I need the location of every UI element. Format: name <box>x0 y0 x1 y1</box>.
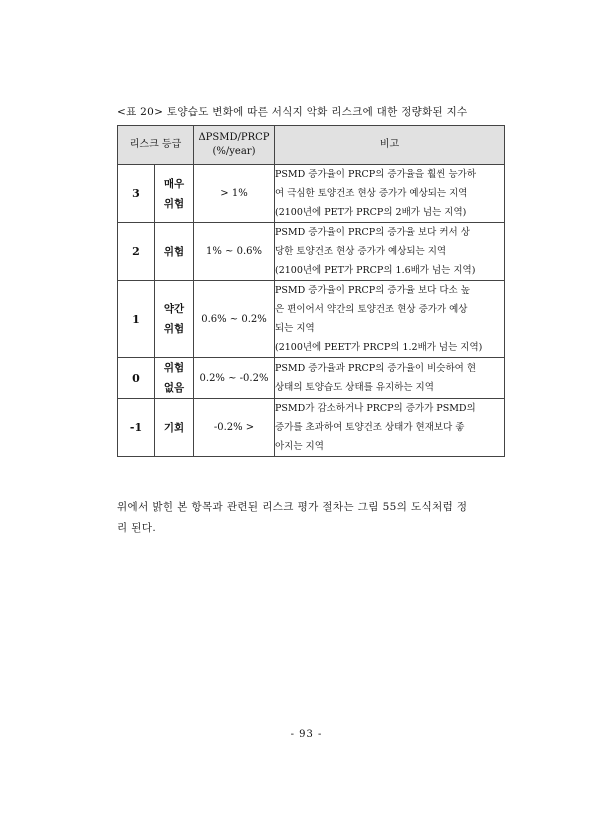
note-cell <box>275 223 505 281</box>
delta-range: -0.2% > <box>194 399 275 457</box>
grade-label <box>155 358 194 399</box>
note-line: 은 편이어서 약간의 토양건조 현상 증가가 예상 <box>275 304 468 315</box>
grade-label-line1: 약간 <box>163 303 185 315</box>
note-line: PSMD 증가율이 PRCP의 증가율 보다 커서 상 <box>275 227 470 238</box>
risk-index-table <box>117 125 505 457</box>
note-line: (2100년에 PET가 PRCP의 2배가 넘는 지역) <box>275 207 467 218</box>
note-line: 여 극심한 토양건조 현상 증가가 예상되는 지역 <box>275 188 468 199</box>
table-row <box>118 223 505 281</box>
body-line: 리 된다. <box>117 522 157 534</box>
header-delta-line1: ΔPSMD/PRCP <box>198 132 270 143</box>
table-row <box>118 399 505 457</box>
note-line: (2100년에 PET가 PRCP의 1.6배가 넘는 지역) <box>275 265 476 276</box>
header-delta <box>194 126 275 165</box>
grade-label <box>155 223 194 281</box>
note-line: (2100년에 PEET가 PRCP의 1.2배가 넘는 지역) <box>275 342 483 353</box>
grade-label-line1: 위험 <box>163 245 185 258</box>
grade-label-line2: 없음 <box>163 382 185 394</box>
grade-label-line2: 위험 <box>163 197 185 210</box>
note-line: PSMD 증가율과 PRCP의 증가율이 비슷하여 현 <box>275 363 477 374</box>
note-cell <box>275 165 505 223</box>
grade-number: 2 <box>118 223 155 281</box>
header-risk-grade: 리스크 등급 <box>118 126 194 165</box>
note-line: 증가를 초과하여 토양건조 상태가 현재보다 좋 <box>275 422 465 433</box>
table-caption: <표 20> 토양습도 변화에 따른 서식지 악화 리스크에 대한 정량화된 지수 <box>117 106 468 118</box>
note-line: PSMD 증가율이 PRCP의 증가율 보다 다소 높 <box>275 285 470 296</box>
grade-number: 0 <box>118 358 155 399</box>
grade-number: -1 <box>118 399 155 457</box>
note-line: 상태의 토양습도 상태를 유지하는 지역 <box>275 382 434 393</box>
grade-number: 3 <box>118 165 155 223</box>
table-row <box>118 358 505 399</box>
body-line: 위에서 밝힌 본 항목과 관련된 리스크 평가 절차는 그림 55의 도식처럼 정 <box>117 501 468 513</box>
note-line: PSMD 증가율이 PRCP의 증가율을 훨씬 능가하 <box>275 169 477 180</box>
grade-label <box>155 399 194 457</box>
delta-range: 1% ~ 0.6% <box>194 223 275 281</box>
note-line: 당한 토양건조 현상 증가가 예상되는 지역 <box>275 246 447 257</box>
note-cell <box>275 399 505 457</box>
grade-label-line1: 위험 <box>163 362 185 374</box>
table-row <box>118 165 505 223</box>
header-note: 비고 <box>275 126 505 165</box>
grade-label-line1: 기회 <box>163 421 185 434</box>
header-delta-line2: (%/year) <box>212 146 256 157</box>
note-line: PSMD가 감소하거나 PRCP의 증가가 PSMD의 <box>275 403 476 414</box>
page-number: - 93 - <box>290 729 323 740</box>
note-line: 되는 지역 <box>275 323 315 334</box>
delta-range: 0.6% ~ 0.2% <box>194 281 275 358</box>
note-cell <box>275 281 505 358</box>
body-paragraph <box>117 497 507 539</box>
table-header-row <box>118 126 505 165</box>
delta-range: > 1% <box>194 165 275 223</box>
table-row <box>118 281 505 358</box>
grade-label <box>155 165 194 223</box>
grade-label-line2: 위험 <box>163 323 185 335</box>
delta-range: 0.2% ~ -0.2% <box>194 358 275 399</box>
grade-label <box>155 281 194 358</box>
note-cell <box>275 358 505 399</box>
grade-number: 1 <box>118 281 155 358</box>
grade-label-line1: 매우 <box>163 177 185 190</box>
note-line: 아지는 지역 <box>275 441 324 452</box>
